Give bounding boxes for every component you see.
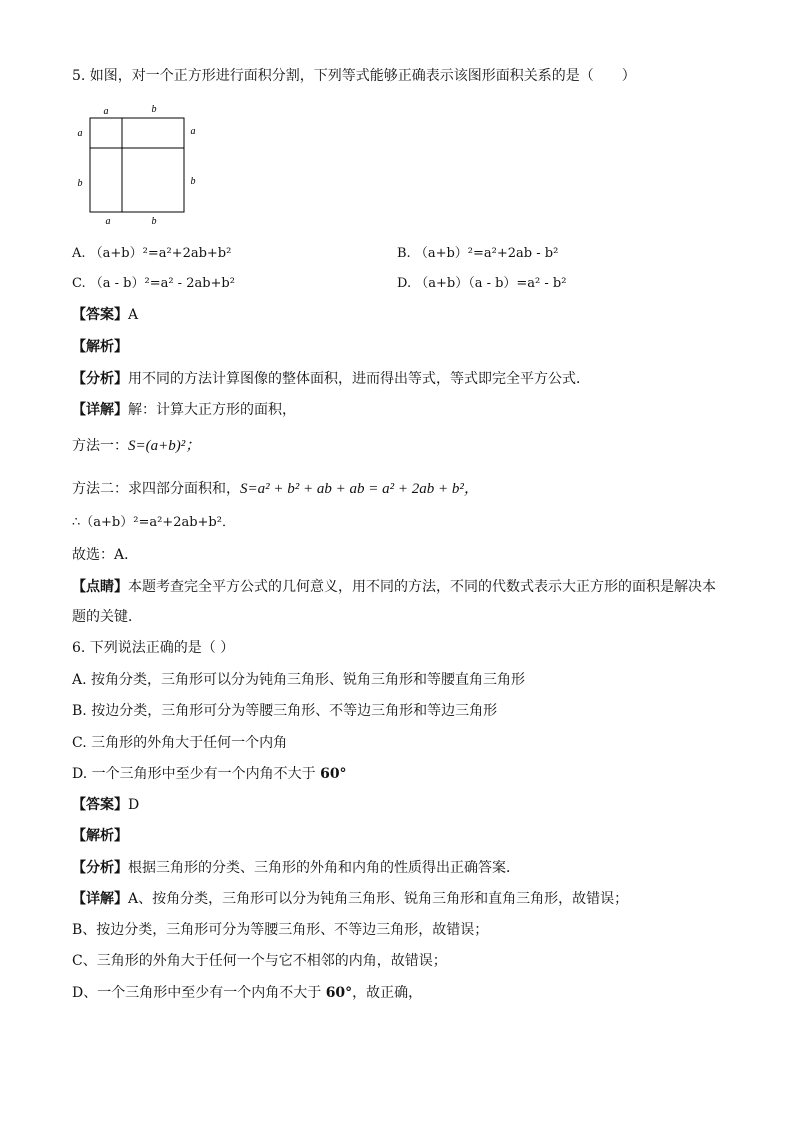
q5-xiangjie	[72, 400, 296, 420]
fenxi-tag: 【分析】	[72, 860, 128, 876]
q6-jiexi: 【解析】	[72, 828, 128, 844]
square-partition-figure	[70, 100, 200, 230]
xiangjie-text: A、按角分类，三角形可以分为钝角三角形、锐角三角形和直角三角形，故错误；	[128, 891, 629, 907]
label-left-b: b	[77, 178, 83, 189]
q5-choose: 故选：A．	[72, 547, 139, 563]
q6-stem: 6. 下列说法正确的是（ ）	[72, 640, 235, 656]
method2-formula: S=a² + b² + ab + ab = a² + 2ab + b²，	[240, 481, 479, 497]
q6-xiangjie	[72, 889, 628, 909]
outer-square	[90, 118, 184, 212]
q6-fenxi	[72, 858, 520, 878]
q5-therefore: ∴（a+b）²=a²+2ab+b²．	[72, 515, 235, 530]
q5-option-d: D. （a+b）（a - b）=a² - b²	[397, 276, 567, 291]
q6-detail-d-text: D、一个三角形中至少有一个内角不大于	[72, 985, 326, 1001]
dianjing-text-1: 本题考查完全平方公式的几何意义，用不同的方法，不同的代数式表示大正方形的面积是解决本	[128, 579, 716, 595]
q5-answer	[72, 305, 138, 325]
q6-detail-c: C、三角形的外角大于任何一个与它不相邻的内角，故错误；	[72, 953, 447, 969]
q6-option-b: B. 按边分类，三角形可分为等腰三角形、不等边三角形和等边三角形	[72, 703, 498, 719]
q6-detail-d-end: ，故正确，	[352, 985, 423, 1001]
label-bottom-b: b	[151, 216, 157, 227]
q6-option-c: C. 三角形的外角大于任何一个内角	[72, 735, 288, 751]
method1-formula: S=(a+b)²；	[128, 438, 201, 454]
method2-label: 方法二：求四部分面积和，	[72, 481, 240, 497]
q6-option-a: A. 按角分类，三角形可以分为钝角三角形、锐角三角形和等腰直角三角形	[72, 672, 526, 688]
q5-stem: 5. 如图，对一个正方形进行面积分割，下列等式能够正确表示该图形面积关系的是（ ）	[72, 68, 636, 84]
label-left-a: a	[77, 128, 83, 139]
q5-method2	[72, 479, 479, 499]
xiangjie-text: 解：计算大正方形的面积，	[128, 402, 296, 418]
q5-option-b: B. （a+b）²=a²+2ab - b²	[397, 246, 559, 261]
answer-value: A	[128, 307, 139, 323]
q6-option-d-text: D. 一个三角形中至少有一个内角不大于	[72, 766, 321, 782]
q5-method1	[72, 436, 200, 456]
q6-detail-d-degree: 60°	[325, 985, 353, 1001]
answer-tag: 【答案】	[72, 797, 128, 813]
q6-option-d	[72, 764, 347, 784]
fenxi-tag: 【分析】	[72, 371, 128, 387]
q5-option-c: C. （a - b）²=a² - 2ab+b²	[72, 276, 235, 291]
q5-jiexi: 【解析】	[72, 339, 128, 355]
answer-tag: 【答案】	[72, 307, 128, 323]
q5-dianjing-1	[72, 577, 716, 597]
xiangjie-tag: 【详解】	[72, 402, 128, 418]
q5-dianjing-2: 题的关键．	[72, 609, 142, 625]
label-right-b: b	[190, 176, 196, 187]
label-bottom-a: a	[105, 216, 111, 227]
answer-value: D	[128, 797, 140, 813]
q5-fenxi	[72, 369, 590, 389]
dianjing-tag: 【点睛】	[72, 579, 128, 595]
q6-answer	[72, 795, 139, 815]
q5-option-a: A. （a+b）²=a²+2ab+b²	[72, 246, 232, 261]
q6-detail-b: B、按边分类，三角形可分为等腰三角形、不等边三角形，故错误；	[72, 922, 489, 938]
method1-label: 方法一：	[72, 438, 128, 454]
xiangjie-tag: 【详解】	[72, 891, 128, 907]
fenxi-text: 用不同的方法计算图像的整体面积，进而得出等式，等式即完全平方公式．	[128, 371, 590, 387]
label-top-a: a	[103, 106, 109, 117]
fenxi-text: 根据三角形的分类、三角形的外角和内角的性质得出正确答案．	[128, 860, 520, 876]
label-top-b: b	[151, 104, 157, 115]
label-right-a: a	[190, 126, 196, 137]
q6-option-d-degree: 60°	[320, 766, 347, 782]
q6-detail-d	[72, 983, 422, 1003]
